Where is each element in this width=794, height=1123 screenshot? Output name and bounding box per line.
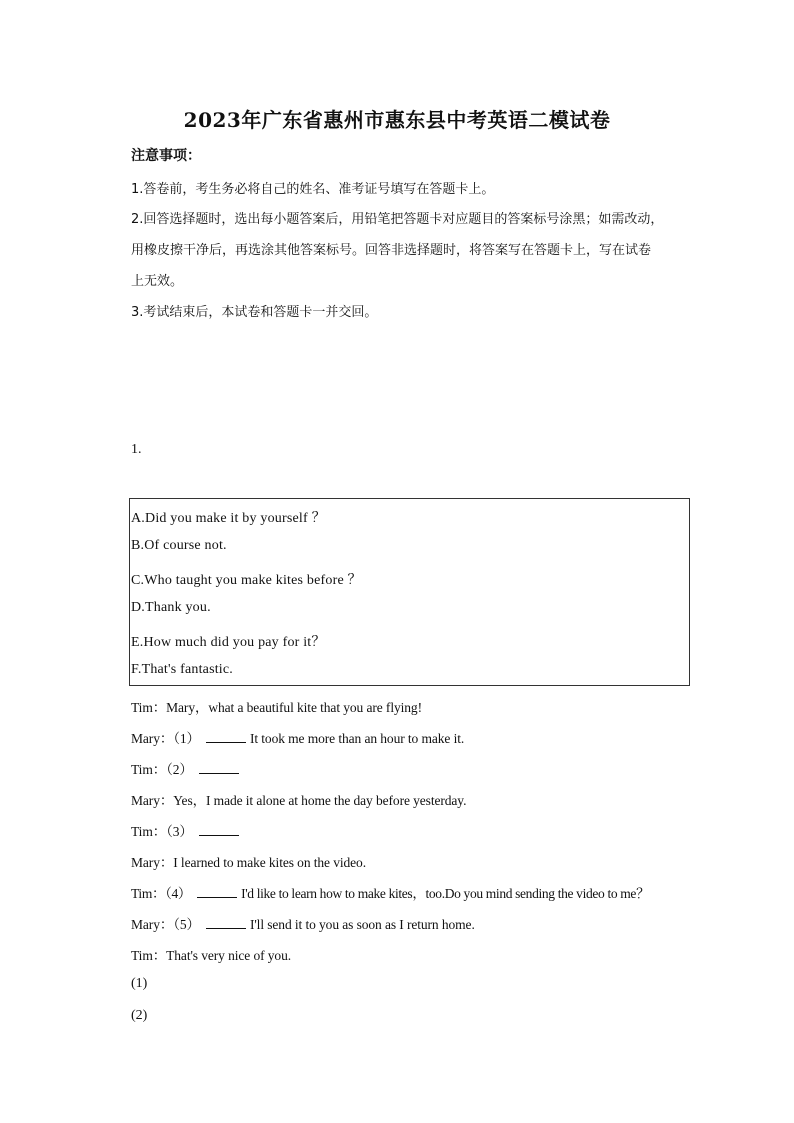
answer-blank[interactable] [206,741,246,743]
line-text: It took me more than an hour to make it. [249,731,465,746]
speaker: Mary： [131,793,174,808]
notice-line: 1.答卷前，考生务必将自己的姓名、准考证号填写在答题卡上。 [131,182,495,197]
notice-heading: 注意事项： [131,148,201,164]
answer-blank[interactable] [199,772,239,774]
option-a: A.Did you make it by yourself ？ [131,511,326,526]
answer-blank[interactable] [199,834,239,836]
speaker: Mary： [131,855,174,870]
blank-number: （2） [166,762,193,777]
blank-number: （4） [165,886,192,901]
blank-number: （1） [173,731,200,746]
speaker: Tim： [131,762,167,777]
line-text: I'd like to learn how to make kites，too.Do you mind sending the video to me？ [241,886,650,901]
notice-line: 2.回答选择题时，选出每小题答案后，用铅笔把答题卡对应题目的答案标号涂黑；如需改动， [131,212,664,227]
answer-blank[interactable] [197,896,237,898]
notice-line: 3.考试结束后，本试卷和答题卡一并交回。 [131,305,378,320]
speaker: Tim： [131,886,166,901]
line-text: That's very nice of you. [166,948,291,963]
dialogue-line [131,696,422,716]
dialogue-line [131,820,243,840]
line-text: I learned to make kites on the video. [173,855,366,870]
dialogue-line [131,851,366,871]
option-f: F.That's fantastic. [131,662,234,677]
speaker: Mary： [131,731,174,746]
dialogue-line [131,944,291,964]
blank-number: （3） [166,824,193,839]
answer-label-1: (1) [131,976,148,991]
option-b: B.Of course not. [131,538,227,553]
speaker: Tim： [131,948,167,963]
dialogue-line [131,789,466,809]
question-number: 1. [131,442,142,457]
line-text: Mary，what a beautiful kite that you are flying! [166,700,422,715]
dialogue-line [131,913,475,933]
options-box [129,498,690,686]
speaker: Tim： [131,824,167,839]
option-c: C.Who taught you make kites before ？ [131,573,362,588]
line-text: I'll send it to you as soon as I return home. [249,917,475,932]
dialogue-line [131,727,464,747]
option-d: D.Thank you. [131,600,211,615]
answer-blank[interactable] [206,927,246,929]
dialogue-line [131,882,649,902]
dialogue-line [131,758,243,778]
notice-line: 用橡皮擦干净后，再选涂其他答案标号。回答非选择题时，将答案写在答题卡上，写在试卷 [131,243,652,258]
speaker: Tim： [131,700,167,715]
option-e: E.How much did you pay for it？ [131,635,326,650]
page-title: 2023年广东省惠州市惠东县中考英语二模试卷 [183,108,611,132]
speaker: Mary： [131,917,174,932]
answer-label-2: (2) [131,1008,148,1023]
blank-number: （5） [173,917,200,932]
notice-line: 上无效。 [131,274,184,289]
line-text: Yes，I made it alone at home the day before yesterday. [173,793,467,808]
